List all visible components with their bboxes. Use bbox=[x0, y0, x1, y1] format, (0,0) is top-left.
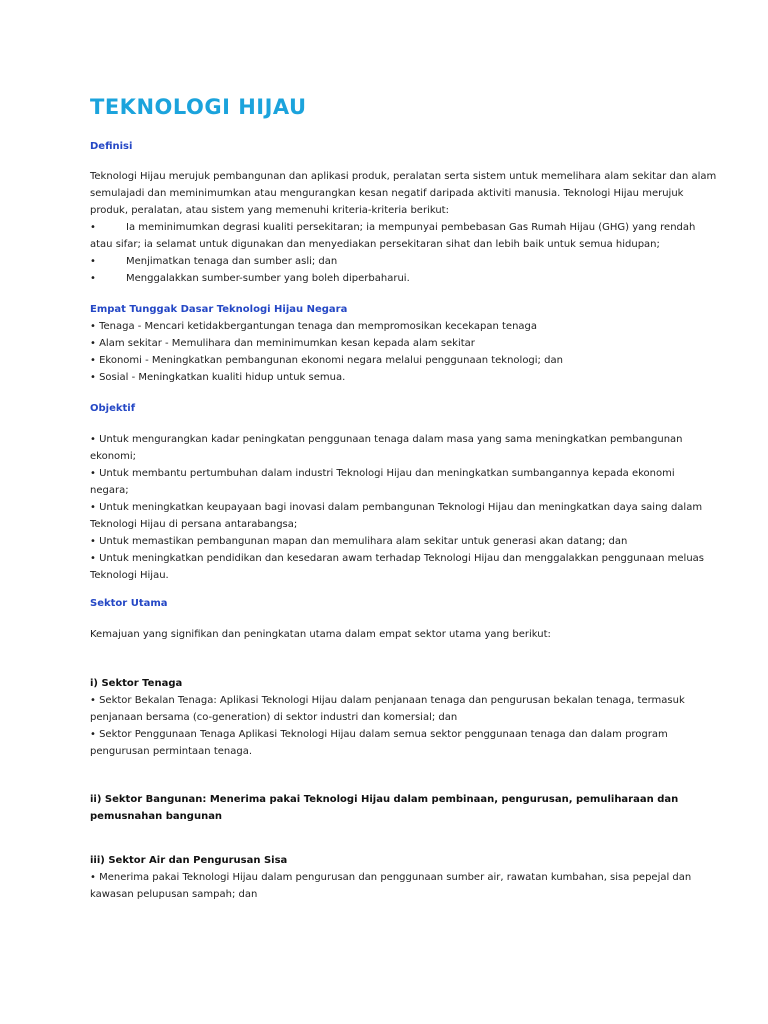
sektor-utama-intro: Kemajuan yang signifikan dan peningkatan utama dalam empat sektor utama yang berikut: bbox=[90, 629, 551, 640]
list-item: • Sosial - Meningkatkan kualiti hidup untuk semua. bbox=[90, 372, 346, 383]
page-title: TEKNOLOGI HIJAU bbox=[90, 95, 307, 119]
list-line: • Sektor Bekalan Tenaga: Aplikasi Teknologi Hijau dalam penjanaan tenaga dan pengurusan bekalan tenaga, termasuk bbox=[90, 695, 685, 706]
paragraph-line: semulajadi dan meminimumkan atau mengurangkan kesan negatif daripada aktiviti manusia. Teknologi Hijau merujuk bbox=[90, 188, 684, 199]
list-line: • Untuk membantu pertumbuhan dalam industri Teknologi Hijau dan meningkatkan sumbangannya kepada ekonomi bbox=[90, 468, 675, 479]
list-line: • Untuk memastikan pembangunan mapan dan memulihara alam sekitar untuk generasi akan datang; dan bbox=[90, 536, 628, 547]
definisi-bullet-2: Menjimatkan tenaga dan sumber asli; dan bbox=[126, 256, 338, 267]
list-line: • Untuk mengurangkan kadar peningkatan penggunaan tenaga dalam masa yang sama meningkatkan pembangunan bbox=[90, 434, 683, 445]
subheading-sektor-bangunan bbox=[90, 791, 678, 825]
list-line: • Sektor Penggunaan Tenaga Aplikasi Teknologi Hijau dalam semua sektor penggunaan tenaga dan dalam program bbox=[90, 729, 668, 740]
list-line: penjanaan bersama (co-generation) di sektor industri dan komersial; dan bbox=[90, 712, 458, 723]
definisi-paragraph bbox=[90, 168, 716, 219]
list-line: • Untuk meningkatkan keupayaan bagi inovasi dalam pembangunan Teknologi Hijau dan meningkatkan daya saing dalam bbox=[90, 502, 703, 513]
bullet-marker: • bbox=[90, 273, 96, 284]
subheading-line: pemusnahan bangunan bbox=[90, 811, 223, 822]
section-heading-definisi: Definisi bbox=[90, 141, 133, 152]
list-item: • Tenaga - Mencari ketidakbergantungan tenaga dan mempromosikan kecekapan tenaga bbox=[90, 321, 538, 332]
list-line: ekonomi; bbox=[90, 451, 137, 462]
list-line: • Untuk meningkatkan pendidikan dan kesedaran awam terhadap Teknologi Hijau dan menggalakkan penggunaan meluas bbox=[90, 553, 704, 564]
section-heading-sektor-utama: Sektor Utama bbox=[90, 598, 168, 609]
definisi-bullet-1-continuation: atau sifar; ia selamat untuk digunakan dan menyediakan persekitaran sihat dan lebih baik untuk semua hidupan; bbox=[90, 239, 660, 250]
bullet-marker: • bbox=[90, 256, 96, 267]
list-line: pengurusan permintaan tenaga. bbox=[90, 746, 253, 757]
section-heading-empat-tunggak: Empat Tunggak Dasar Teknologi Hijau Negara bbox=[90, 304, 348, 315]
objektif-list bbox=[90, 431, 704, 584]
list-line: kawasan pelupusan sampah; dan bbox=[90, 889, 258, 900]
section-heading-objektif: Objektif bbox=[90, 403, 136, 414]
subheading-sektor-air: iii) Sektor Air dan Pengurusan Sisa bbox=[90, 855, 288, 866]
list-line: Teknologi Hijau. bbox=[90, 570, 169, 581]
definisi-bullet-3: Menggalakkan sumber-sumber yang boleh diperbaharui. bbox=[126, 273, 410, 284]
list-line: • Menerima pakai Teknologi Hijau dalam pengurusan dan penggunaan sumber air, rawatan kumbahan, sisa pepejal dan bbox=[90, 872, 692, 883]
list-line: Teknologi Hijau di persana antarabangsa; bbox=[90, 519, 298, 530]
paragraph-line: Teknologi Hijau merujuk pembangunan dan aplikasi produk, peralatan serta sistem untuk memelihara alam sekitar dan alam bbox=[90, 171, 717, 182]
subheading-line: ii) Sektor Bangunan: Menerima pakai Teknologi Hijau dalam pembinaan, pengurusan, pemuliharaan dan bbox=[90, 794, 679, 805]
paragraph-line: produk, peralatan, atau sistem yang memenuhi kriteria-kriteria berikut: bbox=[90, 205, 449, 216]
list-item: • Alam sekitar - Memulihara dan meminimumkan kesan kepada alam sekitar bbox=[90, 338, 475, 349]
empat-tunggak-list bbox=[90, 318, 563, 386]
bullet-marker: • bbox=[90, 222, 96, 233]
definisi-bullet-1: Ia meminimumkan degrasi kualiti persekitaran; ia mempunyai pembebasan Gas Rumah Hijau (GHG) yang rendah bbox=[126, 222, 696, 233]
subheading-sektor-tenaga: i) Sektor Tenaga bbox=[90, 678, 183, 689]
list-line: negara; bbox=[90, 485, 129, 496]
sektor-air-list bbox=[90, 869, 691, 903]
list-item: • Ekonomi - Meningkatkan pembangunan ekonomi negara melalui penggunaan teknologi; dan bbox=[90, 355, 563, 366]
sektor-tenaga-list bbox=[90, 692, 685, 760]
